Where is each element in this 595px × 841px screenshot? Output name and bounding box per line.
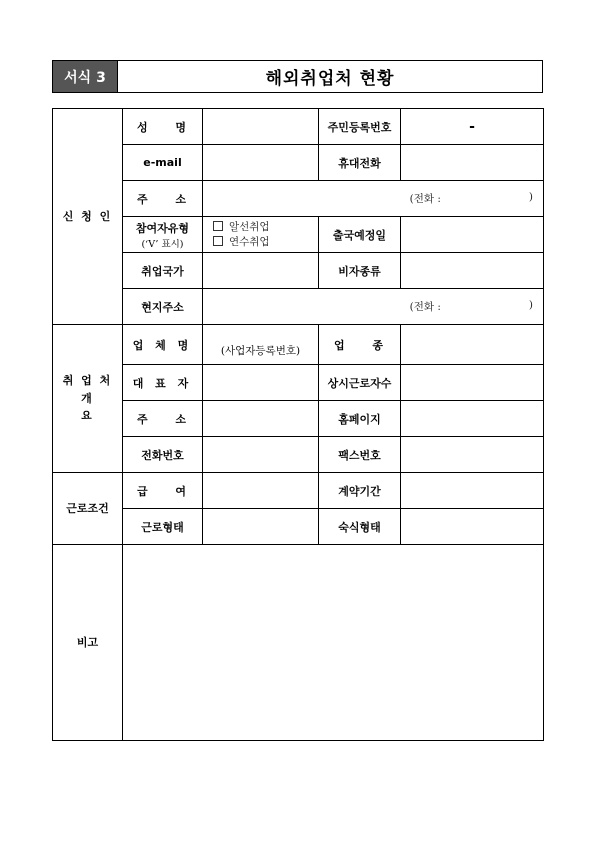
salary-field[interactable] [203, 473, 319, 509]
departure-field[interactable] [401, 217, 544, 253]
fax-field[interactable] [401, 437, 544, 473]
biz-no-hint: (사업자등록번호) [220, 345, 301, 357]
country-label: 취업국가 [123, 253, 203, 289]
form-number-badge: 서식 3 [53, 61, 118, 92]
mobile-label: 휴대전화 [319, 145, 401, 181]
name-label: 성 명 [123, 109, 203, 145]
option-placement-label: 알선취업 [229, 221, 270, 234]
company-address-label: 주 소 [123, 401, 203, 437]
participant-type-hint: (‘V’ 표시) [141, 238, 184, 250]
document-title: 해외취업처 현황 [265, 69, 395, 89]
address-label: 주 소 [123, 181, 203, 217]
salary-label: 급 여 [123, 473, 203, 509]
company-phone-field[interactable] [203, 437, 319, 473]
company-phone-label: 전화번호 [123, 437, 203, 473]
participant-type-options [203, 217, 319, 253]
contract-field[interactable] [401, 473, 544, 509]
remarks-field[interactable] [123, 545, 544, 741]
section-company-line2: 개 요 [81, 391, 108, 423]
local-address-field[interactable] [203, 289, 544, 325]
contract-label: 계약기간 [319, 473, 401, 509]
participant-type-title: 참여자유형 [135, 221, 190, 235]
departure-label: 출국예정일 [319, 217, 401, 253]
section-company [53, 325, 123, 473]
resident-no-label: 주민등록번호 [319, 109, 401, 145]
section-remarks: 비고 [53, 545, 123, 741]
homepage-field[interactable] [401, 401, 544, 437]
local-phone-hint-close: ) [528, 299, 533, 311]
phone-hint: (전화 : [409, 193, 441, 205]
employees-field[interactable] [401, 365, 544, 401]
option-placement[interactable] [213, 220, 316, 234]
employees-label: 상시근로자수 [319, 365, 401, 401]
industry-field[interactable] [401, 325, 544, 365]
industry-label: 업 종 [319, 325, 401, 365]
fax-label: 팩스번호 [319, 437, 401, 473]
phone-hint-close: ) [528, 191, 533, 203]
email-field[interactable] [203, 145, 319, 181]
email-label: e-mail [123, 145, 203, 181]
ceo-field[interactable] [203, 365, 319, 401]
work-type-field[interactable] [203, 509, 319, 545]
visa-label: 비자종류 [319, 253, 401, 289]
checkbox-icon[interactable] [213, 236, 223, 246]
company-name-field[interactable] [203, 325, 319, 365]
visa-field[interactable] [401, 253, 544, 289]
resident-no-field[interactable]: - [401, 109, 544, 145]
section-company-line1: 취 업 처 [62, 374, 113, 388]
address-field[interactable] [203, 181, 544, 217]
mobile-field[interactable] [401, 145, 544, 181]
ceo-label: 대 표 자 [123, 365, 203, 401]
company-name-label: 업 체 명 [123, 325, 203, 365]
section-applicant: 신 청 인 [53, 109, 123, 325]
local-phone-hint: (전화 : [409, 301, 441, 313]
housing-label: 숙식형태 [319, 509, 401, 545]
work-type-label: 근로형태 [123, 509, 203, 545]
local-address-label: 현지주소 [123, 289, 203, 325]
participant-type-label [123, 217, 203, 253]
name-field[interactable] [203, 109, 319, 145]
section-conditions: 근로조건 [53, 473, 123, 545]
housing-field[interactable] [401, 509, 544, 545]
country-field[interactable] [203, 253, 319, 289]
option-training[interactable] [213, 235, 316, 249]
checkbox-icon[interactable] [213, 221, 223, 231]
option-training-label: 연수취업 [229, 235, 270, 248]
company-address-field[interactable] [203, 401, 319, 437]
overseas-employment-form [52, 108, 544, 741]
form-header [52, 60, 543, 93]
homepage-label: 홈페이지 [319, 401, 401, 437]
